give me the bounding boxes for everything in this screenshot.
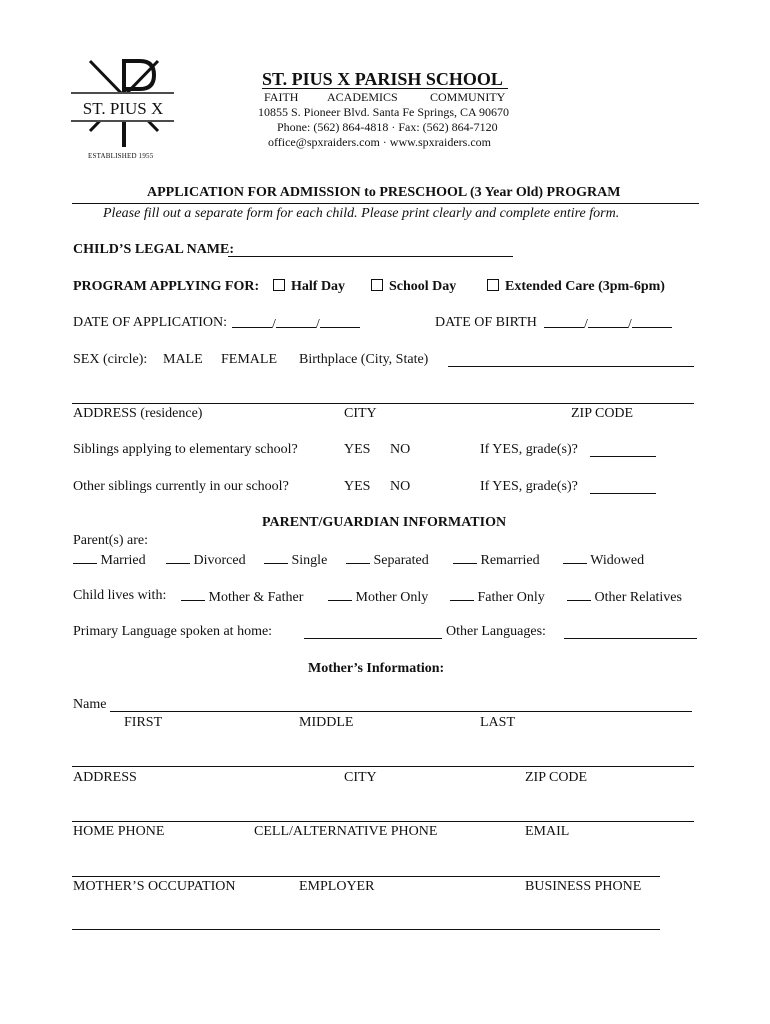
motto-faith: FAITH xyxy=(264,90,299,104)
date-of-application-field[interactable]: / / xyxy=(232,315,360,333)
parents-are-label: Parent(s) are: xyxy=(73,533,149,548)
lives-with-other-relatives[interactable] xyxy=(567,588,682,606)
mother-address-field[interactable] xyxy=(72,766,694,767)
primary-language-field[interactable] xyxy=(304,638,442,639)
lives-with-mother-father[interactable] xyxy=(181,588,303,606)
siblings-current-yes[interactable]: YES xyxy=(344,479,371,494)
marital-option-label: Divorced xyxy=(193,553,246,568)
program-option-label: Extended Care (3pm-6pm) xyxy=(505,279,665,294)
lives-with-label: Child lives with: xyxy=(73,588,167,603)
form-instructions: Please fill out a separate form for each child. Please print clearly and complete entire form. xyxy=(103,206,620,221)
name-middle-label: MIDDLE xyxy=(299,715,354,730)
lives-with-option-label: Father Only xyxy=(477,590,545,605)
motto-community: COMMUNITY xyxy=(430,90,506,104)
program-label: PROGRAM APPLYING FOR: xyxy=(73,279,260,294)
mother-zip-label: ZIP CODE xyxy=(525,770,588,785)
city-label: CITY xyxy=(344,406,377,421)
lives-with-option-label: Other Relatives xyxy=(594,590,682,605)
birthplace-label: Birthplace (City, State) xyxy=(299,352,429,367)
motto-academics: ACADEMICS xyxy=(327,90,398,104)
lives-with-father-only[interactable] xyxy=(450,588,545,606)
address-label: ADDRESS (residence) xyxy=(73,406,203,421)
siblings-current-no[interactable]: NO xyxy=(390,479,411,494)
lives-with-option-label: Mother Only xyxy=(355,590,429,605)
sex-female-option[interactable]: FEMALE xyxy=(221,352,277,367)
siblings-elementary-grade-field[interactable] xyxy=(590,456,656,457)
logo-established: ESTABLISHED 1955 xyxy=(88,152,154,160)
siblings-current-grade-field[interactable] xyxy=(590,493,656,494)
other-languages-label: Other Languages: xyxy=(446,624,546,639)
siblings-current-question: Other siblings currently in our school? xyxy=(73,479,289,494)
name-last-label: LAST xyxy=(480,715,515,730)
siblings-elementary-yes[interactable]: YES xyxy=(344,442,371,457)
marital-option-label: Married xyxy=(100,553,146,568)
childs-name-label: CHILD’S LEGAL NAME: xyxy=(73,242,235,257)
address-field-line[interactable] xyxy=(72,403,694,404)
lives-with-mother-only[interactable] xyxy=(328,588,428,606)
primary-language-label: Primary Language spoken at home: xyxy=(73,624,273,639)
employer-label: EMPLOYER xyxy=(299,879,375,894)
mother-name-label: Name xyxy=(73,697,107,712)
mother-name-field[interactable] xyxy=(110,711,692,712)
school-address: 10855 S. Pioneer Blvd. Santa Fe Springs, CA 90670 xyxy=(258,105,510,119)
program-half-day[interactable] xyxy=(273,279,345,295)
marital-divorced[interactable] xyxy=(166,551,246,569)
marital-option-label: Separated xyxy=(373,553,429,568)
school-phone-fax: Phone: (562) 864-4818 · Fax: (562) 864-7120 xyxy=(277,120,498,134)
program-school-day[interactable] xyxy=(371,279,456,295)
childs-name-field[interactable] xyxy=(228,256,513,257)
date-of-birth-label: DATE OF BIRTH xyxy=(435,315,537,330)
siblings-current-grade-label: If YES, grade(s)? xyxy=(480,479,578,494)
bottom-field-line[interactable] xyxy=(72,929,660,930)
school-name-underline xyxy=(262,88,508,89)
program-option-label: School Day xyxy=(389,279,457,294)
marital-widowed[interactable] xyxy=(563,551,644,569)
date-of-application-label: DATE OF APPLICATION: xyxy=(73,315,228,330)
checkbox-icon[interactable] xyxy=(487,279,499,291)
title-rule xyxy=(72,203,699,204)
marital-option-label: Remarried xyxy=(480,553,540,568)
mother-address-label: ADDRESS xyxy=(73,770,137,785)
logo-name: ST. PIUS X xyxy=(82,99,164,118)
mother-occupation-label: MOTHER’S OCCUPATION xyxy=(73,879,236,894)
zip-label: ZIP CODE xyxy=(571,406,634,421)
mother-phone-field[interactable] xyxy=(72,821,694,822)
mother-city-label: CITY xyxy=(344,770,377,785)
school-logo xyxy=(68,55,178,165)
email-label: EMAIL xyxy=(525,824,570,839)
program-option-label: Half Day xyxy=(291,279,346,294)
marital-remarried[interactable] xyxy=(453,551,540,569)
birthplace-field[interactable] xyxy=(448,366,694,367)
marital-single[interactable] xyxy=(264,551,327,569)
school-name: ST. PIUS X PARISH SCHOOL xyxy=(262,69,503,89)
other-languages-field[interactable] xyxy=(564,638,697,639)
mother-occupation-field[interactable] xyxy=(72,876,660,877)
siblings-elementary-question: Siblings applying to elementary school? xyxy=(73,442,298,457)
parent-section-title: PARENT/GUARDIAN INFORMATION xyxy=(262,515,507,530)
date-of-birth-field[interactable]: / / xyxy=(544,315,672,333)
checkbox-icon[interactable] xyxy=(371,279,383,291)
cell-phone-label: CELL/ALTERNATIVE PHONE xyxy=(254,824,438,839)
sex-label: SEX (circle): xyxy=(73,352,148,367)
sex-male-option[interactable]: MALE xyxy=(163,352,203,367)
business-phone-label: BUSINESS PHONE xyxy=(525,879,642,894)
name-first-label: FIRST xyxy=(124,715,163,730)
siblings-elementary-grade-label: If YES, grade(s)? xyxy=(480,442,578,457)
marital-separated[interactable] xyxy=(346,551,429,569)
school-email-web: office@spxraiders.com · www.spxraiders.com xyxy=(268,135,491,149)
lives-with-option-label: Mother & Father xyxy=(208,590,304,605)
form-title: APPLICATION FOR ADMISSION to PRESCHOOL (3 Year Old) PROGRAM xyxy=(147,185,621,200)
marital-married[interactable] xyxy=(73,551,146,569)
checkbox-icon[interactable] xyxy=(273,279,285,291)
marital-option-label: Single xyxy=(291,553,328,568)
marital-option-label: Widowed xyxy=(590,553,645,568)
program-extended-care[interactable] xyxy=(487,279,665,295)
siblings-elementary-no[interactable]: NO xyxy=(390,442,411,457)
mothers-info-title: Mother’s Information: xyxy=(308,661,445,676)
home-phone-label: HOME PHONE xyxy=(73,824,165,839)
